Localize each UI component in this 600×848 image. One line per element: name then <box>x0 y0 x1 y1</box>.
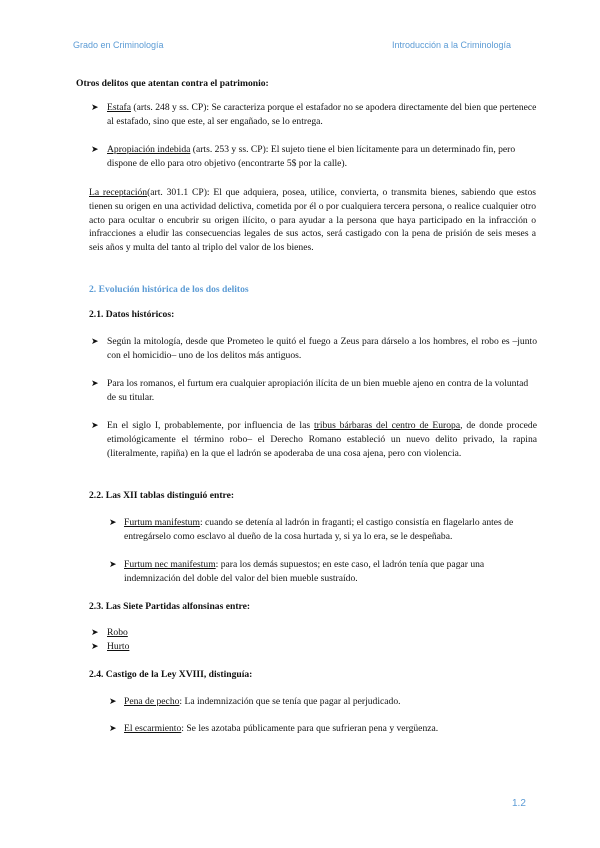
arrow-bullet-icon: ➤ <box>91 102 99 112</box>
header-right: Introducción a la Criminología <box>392 40 512 50</box>
arrow-bullet-icon: ➤ <box>91 378 99 388</box>
ley-item-1 <box>124 695 536 709</box>
estafa-term: Estafa <box>107 102 131 113</box>
xii-item-1 <box>124 516 536 544</box>
datos-heading: 2.1. Datos históricos: <box>89 309 175 320</box>
datos-bullet-3-a: En el siglo I, probablemente, por influencia de las <box>107 420 314 431</box>
arrow-bullet-icon: ➤ <box>109 696 117 706</box>
apropiacion-item <box>107 143 537 171</box>
datos-bullet-2: Para los romanos, el furtum era cualquier apropiación ilícita de un bien mueble ajeno en contra de la voluntad de su titular. <box>107 378 529 403</box>
arrow-bullet-icon: ➤ <box>109 559 117 569</box>
receptacion-text: (art. 301.1 CP): El que adquiera, posea, utilice, convierta, o transmita bienes, sabiendo que estos tienen su origen en una actividad delictiva, cometida por él o por cualquiera tercera persona, o realice cualquier otro acto para ocultar o encubrir su origen ilícito, o para ayudar a la persona que haya participado en la infracción o infracciones a eludir las consecuencias legales de sus actos, será castigado con la pena de prisión de seis meses a seis años y multa del tanto al triplo del valor de los bienes. <box>89 187 536 254</box>
arrow-bullet-icon: ➤ <box>91 641 99 651</box>
ley-item-2-text: : Se les azotaba públicamente para que sufrieran pena y vergüenza. <box>181 723 439 734</box>
ley-item-2-term: El escarmiento <box>124 723 182 734</box>
datos-bullet-3 <box>107 419 537 460</box>
page-number: 1.2 <box>512 798 526 809</box>
arrow-bullet-icon: ➤ <box>91 336 99 346</box>
xii-item-2-text: : para los demás supuestos; en este caso, el ladrón tenía que pagar una indemnización del doble del valor del bien mueble sustraído. <box>124 559 485 584</box>
datos-bullet-3-underlined: tribus bárbaras del centro de Europa <box>313 420 461 431</box>
arrow-bullet-icon: ➤ <box>91 144 99 154</box>
xii-item-1-text: : cuando se detenía al ladrón in fraganti; el castigo consistía en flagelarlo antes de entregárselo como esclavo al dueño de la cosa hurtada y, si ya lo era, se le despeñaba. <box>124 517 514 542</box>
ley-item-2 <box>124 722 536 736</box>
xii-item-1-term: Furtum manifestum <box>124 517 200 528</box>
ley-item-1-term: Pena de pecho <box>124 696 180 707</box>
arrow-bullet-icon: ➤ <box>91 420 99 430</box>
arrow-bullet-icon: ➤ <box>109 517 117 527</box>
datos-bullet-1: Según la mitología, desde que Prometeo le quitó el fuego a Zeus para dárselo a los hombres, el robo es –junto con el homicidio– uno de los delitos más antiguos. <box>107 336 537 361</box>
xii-tablas-heading: 2.2. Las XII tablas distinguió entre: <box>89 490 235 501</box>
partidas-item-hurto: Hurto <box>107 641 130 652</box>
receptacion-paragraph <box>89 186 536 255</box>
apropiacion-text: (arts. 253 y ss. CP): El sujeto tiene el bien lícitamente para un determinado fin, pero dispone de ello para otro objetivo (encontrarte 5$ por la calle). <box>107 144 516 169</box>
otros-heading: Otros delitos que atentan contra el patrimonio: <box>76 78 269 89</box>
ley-item-1-text: : La indemnización que se tenía que pagar al perjudicado. <box>179 696 401 707</box>
estafa-item <box>107 101 537 129</box>
ley-heading: 2.4. Castigo de la Ley XVIII, distinguía: <box>89 669 253 680</box>
arrow-bullet-icon: ➤ <box>91 627 99 637</box>
arrow-bullet-icon: ➤ <box>109 723 117 733</box>
apropiacion-term: Apropiación indebida <box>107 144 191 155</box>
section-2-heading: 2. Evolución histórica de los dos delitos <box>89 284 249 295</box>
partidas-heading: 2.3. Las Siete Partidas alfonsinas entre: <box>89 601 251 612</box>
xii-item-2-term: Furtum nec manifestum <box>124 559 216 570</box>
header-left: Grado en Criminología <box>73 40 164 50</box>
datos-bullet-3-b: , de donde procede etimológicamente el término robo– el Derecho Romano estableció un nuevo delito privado, la rapina (literalmente, rapiña) en la que el ladrón se apoderaba de una cosa ajena, pero con violencia. <box>107 420 537 459</box>
estafa-text: (arts. 248 y ss. CP): Se caracteriza porque el estafador no se apodera directamente del bien que pertenece al estafado, sino que este, al ser engañado, se lo entrega. <box>107 102 537 127</box>
receptacion-term: La receptación <box>89 187 148 198</box>
partidas-item-robo: Robo <box>107 627 128 638</box>
xii-item-2 <box>124 558 536 586</box>
